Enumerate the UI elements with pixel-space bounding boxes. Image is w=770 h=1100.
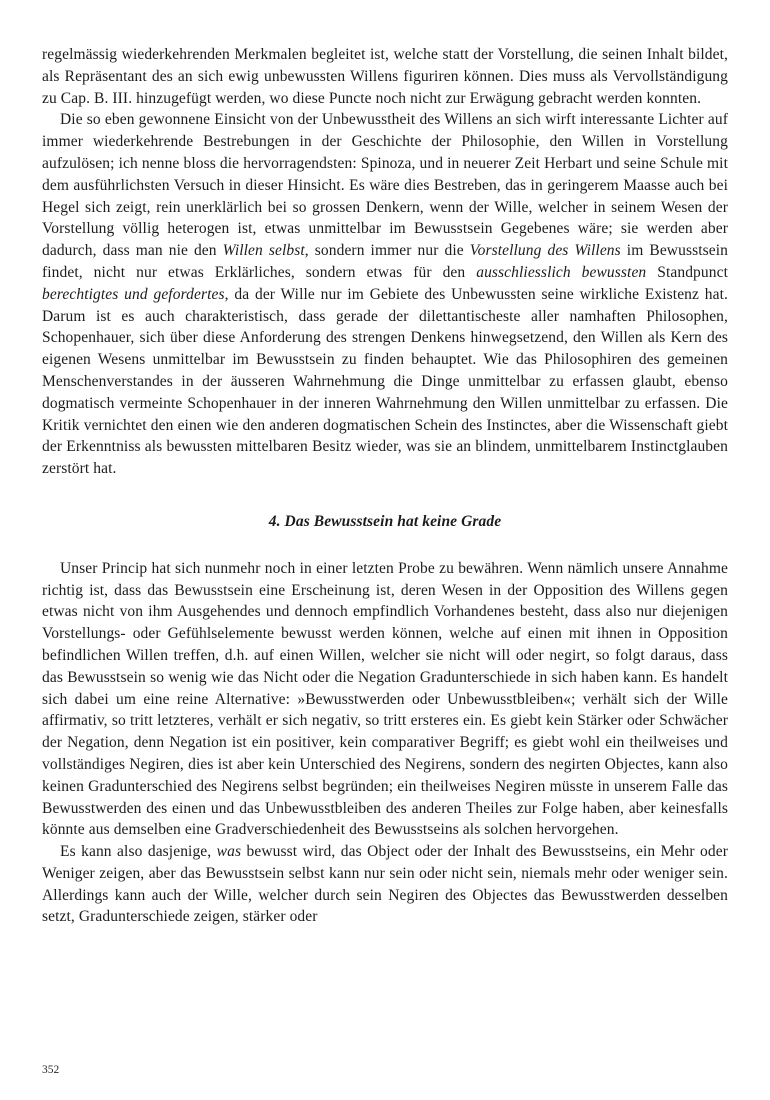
page-number: 352 bbox=[42, 1064, 60, 1076]
body-paragraph bbox=[42, 558, 728, 841]
text-run: Es kann also dasjenige, bbox=[60, 843, 217, 861]
section-heading: 4. Das Bewusstsein hat keine Grade bbox=[268, 512, 502, 530]
text-run: was bbox=[216, 843, 242, 861]
text-run: Vorstellung des Willens bbox=[469, 242, 621, 260]
text-run: regelmässig wiederkehrenden Merkmalen begleitet ist, welche statt der Vorstellung, die seinen Inhalt bildet, als Repräsentant des an sich ewig unbewussten Willens figuriren können. Dies muss als Vervollständigung zu Cap. B. III. hinzugefügt werden, wo diese Puncte noch nicht zur Erwägung gebracht werden konnten. bbox=[42, 46, 728, 107]
text-run: Standpunct bbox=[646, 263, 728, 281]
text-run: , sondern immer nur die bbox=[304, 242, 470, 260]
body-paragraph bbox=[42, 44, 728, 109]
text-run: Die so eben gewonnene Einsicht von der Unbewusstheit des Willens an sich wirft interessante Lichter auf immer wiederkehrende Bestrebungen in der Geschichte der Philosophie, den Willen in Vorstellung aufzulösen; ich nenne bloss die hervorragendsten: Spinoza, und in neuerer Zeit Herbart und seine Schule mit dem ausführlichsten Versuch in dieser Hinsicht. Es wäre dies Bestreben, das in geringerem Maasse auch bei Hegel sich zeigt, rein unerklärlich bei so grossen Denkern, wenn der Wille, welcher in seinem Wesen der Vorstellung völlig heterogen ist, etwas unmittelbar im Bewusstsein Gegebenes wäre; sie werden aber dadurch, dass man nie den bbox=[42, 111, 728, 260]
text-run: Unser Princip hat sich nunmehr noch in einer letzten Probe zu bewähren. Wenn nämlich unsere Annahme richtig ist, dass das Bewusstsein eine Erscheinung ist, deren Wesen in der Opposition des Willens gegen etwas nicht von ihm Ausgehendes und dennoch empfindlich Vorhandenes besteht, dass also nur diejenigen Vorstellungs- oder Gefühlselemente bewusst werden können, welche auf einen mit ihnen in Opposition befindlichen Willen treffen, d.h. auf einen Willen, welcher sie nicht will oder negirt, so folgt daraus, dass das Bewusstsein so wenig wie das Nicht oder die Negation Gradunterschiede in sich haben kann. Es handelt sich dabei um eine reine Alternative: »Bewusstwerden oder Unbewusstbleiben«; verhält sich der Wille affirmativ, so tritt letzteres, verhält er sich negativ, so tritt ersteres ein. Es giebt kein Stärker oder Schwächer der Negation, denn Negation ist ein positiver, kein comparativer Begriff; es giebt wohl ein theilweises und vollständiges Negiren, dies ist aber kein Unterschied des Negirens, sondern des negirten Objectes, kann also keinen Gradunterschied des Negirens selbst begründen; ein theilweises Negiren müsste in unserem Falle das Bewusstwerden des einen und das Unbewusstbleiben des anderen Theiles zur Folge haben, aber keinesfalls könnte aus demselben eine Gradverschiedenheit des Bewusstseins als solchen hervorgehen. bbox=[42, 559, 728, 839]
text-run: ausschliesslich bewussten bbox=[476, 263, 647, 281]
text-run: Willen selbst bbox=[222, 242, 305, 260]
text-run: , da der Wille nur im Gebiete des Unbewussten seine wirkliche Existenz hat. Darum ist es auch charakteristisch, dass gerade der dilettantischeste aller namhaften Philosophen, Schopenhauer, sich über diese Anforderung des strengen Denkens hinwegsetzend, den Willen als Kern des eigenen Wesens unmittelbar im Bewusstsein zu finden behauptet. Wie das Philosophiren des gemeinen Menschenverstandes in der äusseren Wahrnehmung die Dinge unmittelbar zu erfassen glaubt, ebenso dogmatisch vermeinte Schopenhauer in der inneren Wahrnehmung den Willen unmittelbar zu erfassen. Die Kritik vernichtet den einen wie den anderen dogmatischen Schein des Instinctes, aber die Wissenschaft giebt der Erkenntniss als bewussten mittelbaren Besitz wieder, was sie an blindem, unmittelbarem Instinctglauben zerstört hat. bbox=[42, 285, 728, 478]
page-body-text bbox=[42, 44, 728, 928]
text-run: berechtigtes und gefordertes bbox=[42, 285, 225, 303]
body-paragraph bbox=[42, 109, 728, 480]
text-run: bewusst wird, das Object oder der Inhalt des Bewusstseins, ein Mehr oder Weniger zeigen, aber das Bewusstsein selbst kann nur sein oder nicht sein, niemals mehr oder weniger sein. Allerdings kann auch der Wille, welcher durch sein Negiren des Objectes das Bewusstwerden desselben setzt, Gradunterschiede zeigen, stärker oder bbox=[42, 843, 728, 926]
text-run: im Bewusstsein findet, nicht nur etwas Erklärliches, sondern etwas für den bbox=[42, 242, 728, 281]
body-paragraph bbox=[42, 841, 728, 928]
